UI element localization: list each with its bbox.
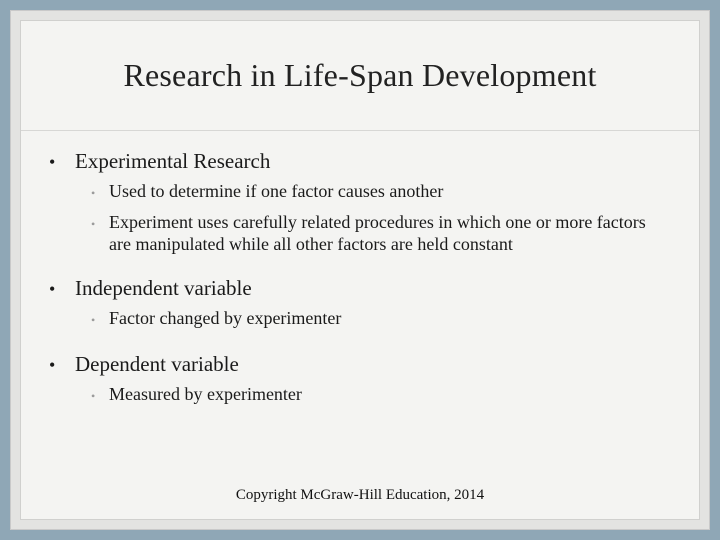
sub-bullet-text: Measured by experimenter: [109, 384, 302, 404]
bullet-dot-icon: •: [49, 152, 56, 172]
sub-bullet-text: Experiment uses carefully related procedures in which one or more factors are manipulated while all other factors are held constant: [109, 212, 646, 254]
sub-bullet-list: [91, 180, 669, 255]
bullet-text: Independent variable: [75, 276, 252, 300]
sub-bullet-item: [91, 211, 669, 255]
title-box: [21, 21, 699, 131]
sub-bullet-dot-icon: •: [91, 313, 96, 327]
bullet-item: [49, 148, 669, 175]
slide-content: [20, 20, 700, 520]
sub-bullet-item: [91, 180, 669, 204]
sub-bullet-text: Factor changed by experimenter: [109, 308, 342, 328]
sub-bullet-dot-icon: •: [91, 186, 96, 200]
sub-bullet-text: Used to determine if one factor causes another: [109, 181, 444, 201]
bullet-item: [49, 275, 669, 302]
bullet-group: [49, 351, 669, 407]
sub-bullet-dot-icon: •: [91, 217, 96, 231]
bullet-group: [49, 148, 669, 255]
bullet-dot-icon: •: [49, 355, 56, 375]
sub-bullet-item: [91, 307, 669, 331]
bullet-text: Dependent variable: [75, 352, 239, 376]
sub-bullet-list: [91, 307, 669, 331]
slide-title: Research in Life-Span Development: [123, 57, 597, 93]
bullet-group: [49, 275, 669, 331]
sub-bullet-dot-icon: •: [91, 389, 96, 403]
slide-frame: [10, 10, 710, 530]
sub-bullet-list: [91, 383, 669, 407]
bullet-list: [49, 148, 669, 414]
bullet-item: [49, 351, 669, 378]
copyright-footer: Copyright McGraw-Hill Education, 2014: [235, 487, 485, 503]
sub-bullet-item: [91, 383, 669, 407]
bullet-dot-icon: •: [49, 279, 56, 299]
bullet-text: Experimental Research: [75, 149, 271, 173]
